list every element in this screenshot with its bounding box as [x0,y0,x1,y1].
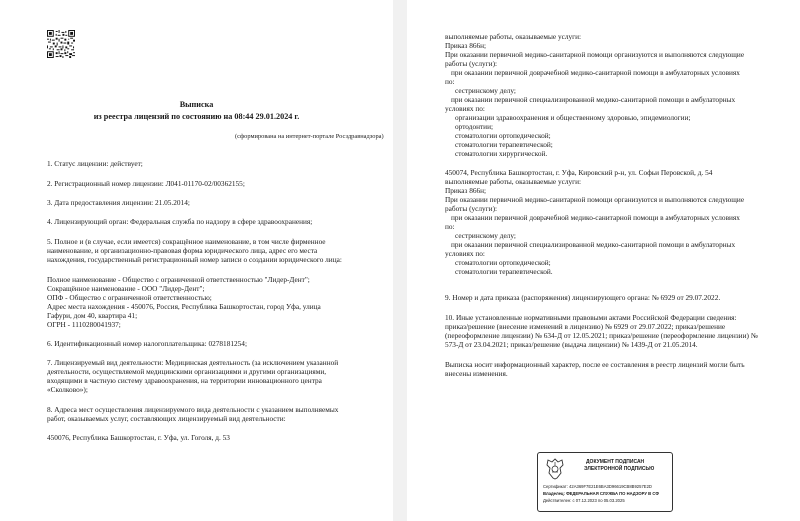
stamp-cert: Сертификат: 42A369F7E21E6BA3D96619CB8B9257E2D [543,484,652,489]
p2-line: по: [445,77,455,86]
item-3-date: 3. Дата предоставления лицензии: 21.05.2014; [47,198,190,207]
item-10-line-1: 10. Иные установленные нормативными правовыми актами Российской Федерации сведения: [445,313,737,322]
p2-line: Приказ 866н; [445,41,487,50]
stamp-title-2: ЭЛЕКТРОННОЙ ПОДПИСЬЮ [584,466,655,472]
address-perovskoy: 450074, Республика Башкортостан, г. Уфа, Кировский р-н, ул. Софьи Перовской, д. 54 [445,168,713,177]
item-5-line-3: нахождения, государственный регистрационный номер записи о создании юридического лица: [47,255,342,264]
p2-line: выполняемые работы, оказываемые услуги: [445,32,582,41]
address-gogolya: 450076, Республика Башкортостан, г. Уфа, ул. Гоголя, д. 53 [47,433,230,442]
p2-line: при оказании первичной специализированной медико-санитарной помощи в амбулаторных [451,95,736,104]
item-10-line-2: приказ/решение (внесение изменений в лицензию) № 6929 от 29.07.2022; приказ/решение [445,322,726,331]
p2-line: при оказании первичной доврачебной медико-санитарной помощи в амбулаторных условиях [451,213,740,222]
stamp-title-1: ДОКУМЕНТ ПОДПИСАН [586,459,645,465]
p2-line: работы (услуги): [445,204,498,213]
document-page-2 [407,0,800,521]
legal-address-2: Гафури, дом 40, квартира 41; [47,311,138,320]
p2-line: стоматологии ортопедической; [455,258,551,267]
item-1-status: 1. Статус лицензии: действует; [47,159,143,168]
item-7-line-1: 7. Лицензируемый вид деятельности: Медицинская деятельность (за исключением указанной [47,358,339,367]
p2-line: при оказании первичной специализированной медико-санитарной помощи в амбулаторных [451,240,736,249]
p2-line: выполняемые работы, оказываемые услуги: [445,177,582,186]
item-10-line-4: 573-Д от 23.04.2021; приказ/решение (выдача лицензии) № 1439-Д от 21.05.2014. [445,340,698,349]
page-gap [393,0,407,521]
item-5-line-2: наименование, и организационно-правовая форма юридического лица, адрес его места [47,246,318,255]
item-7-line-3: входящими в частную систему здравоохранения, на территории инновационного центра [47,376,322,385]
p2-line: ортодонтии; [455,122,494,131]
item-4-authority: 4. Лицензирующий орган: Федеральная служба по надзору в сфере здравоохранения; [47,217,313,226]
p2-line: при оказании первичной доврачебной медико-санитарной помощи в амбулаторных условиях [451,68,740,77]
ogrn: ОГРН - 1110280041937; [47,320,121,329]
electronic-signature-stamp [537,452,673,512]
stamp-valid: Действителен: с 07.12.2023 по 05.03.2025 [543,498,625,503]
item-6-inn: 6. Идентификационный номер налогоплательщика: 0278181254; [47,339,247,348]
p2-line: При оказании первичной медико-санитарной помощи организуются и выполняются следующие [445,50,745,59]
p2-line: по: [445,222,455,231]
p2-line: сестринскому делу; [455,86,516,95]
qr-code [47,30,75,58]
legal-address-1: Адрес места нахождения - 450076, Россия, Республика Башкортостан, город Уфа, улица [47,302,321,311]
item-7-line-2: деятельности, осуществляемой медицинскими организациями и другими организациями, [47,367,327,376]
full-name: Полное наименование - Общество с ограниченной ответственностью "Лидер-Дент"; [47,275,310,284]
item-9-order: 9. Номер и дата приказа (распоряжения) лицензирующего органа: № 6929 от 29.07.2022. [445,293,721,302]
p2-line: условиях по: [445,104,485,113]
p2-line: стоматологии ортопедической; [455,131,551,140]
coat-of-arms-icon [544,457,566,481]
legal-form: ОПФ - Общество с ограниченной ответственностью; [47,293,212,302]
item-5-line-1: 5. Полное и (в случае, если имеется) сокращённое наименование, в том числе фирменное [47,237,326,246]
item-7-line-4: «Сколково»); [47,385,88,394]
disclaimer-line-1: Выписка носит информационный характер, после ее составления в реестр лицензий могли быть [445,360,745,369]
item-8-line-1: 8. Адреса мест осуществления лицензируемого вида деятельности с указанием выполняемых [47,405,339,414]
item-8-line-2: работ, оказываемых услуг, составляющих лицензируемый вид деятельности: [47,414,286,423]
p2-line: работы (услуги): [445,59,498,68]
item-2-reg-number: 2. Регистрационный номер лицензии: Л041-01170-02/00362155; [47,179,245,188]
disclaimer-line-2: внесены изменения. [445,369,508,378]
document-heading: Выписка [179,100,214,109]
formed-note: (сформирована на интернет-портале Росздравнадзора) [235,133,384,140]
document-page-1 [0,0,393,521]
p2-line: сестринскому делу; [455,231,516,240]
p2-line: условиях по: [445,249,485,258]
short-name: Сокращённое наименование - ООО "Лидер-Дент"; [47,284,205,293]
p2-line: стоматологии хирургической. [455,149,548,158]
item-10-line-3: (переоформление лицензии) № 634-Д от 12.05.2021; приказ/решение (переоформление лицензии) № [445,331,758,340]
p2-line: При оказании первичной медико-санитарной помощи организуются и выполняются следующие [445,195,745,204]
stamp-owner: Владелец: ФЕДЕРАЛЬНАЯ СЛУЖБА ПО НАДЗОРУ В СФ [543,491,659,496]
document-subheading: из реестра лицензий по состоянию на 08:44 29.01.2024 г. [93,112,300,121]
p2-line: стоматологии терапевтической; [455,140,553,149]
p2-line: Приказ 866н; [445,186,487,195]
p2-line: стоматологии терапевтической. [455,267,553,276]
p2-line: организации здравоохранения и общественному здоровью, эпидемиологии; [455,113,691,122]
